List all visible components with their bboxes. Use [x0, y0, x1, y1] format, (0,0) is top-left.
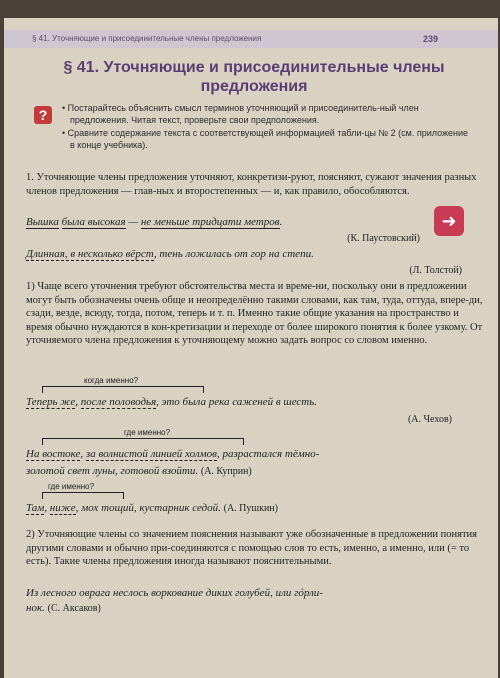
- running-header-title: § 41. Уточняющие и присоединительные члены предложения: [32, 34, 262, 43]
- ex6-end: нок.: [26, 602, 45, 614]
- section-title: § 41. Уточняющие и присоединительные члены предложения: [63, 59, 445, 95]
- textbook-page: [4, 18, 498, 678]
- ex6-source: (С. Аксаков): [47, 603, 101, 614]
- ex2-rest: , тень ложилась от гор на степи.: [153, 248, 314, 260]
- ex4-rest: , разрастался тёмно-: [216, 448, 320, 460]
- bracket-1: [42, 386, 204, 393]
- ex1-end: .: [279, 216, 283, 228]
- example-2: [26, 248, 314, 260]
- page-number: 239: [422, 34, 438, 44]
- ex2-source: (Л. Толстой): [409, 265, 462, 276]
- ex4-word: На востоке: [26, 448, 81, 460]
- ex5-comma: ,: [44, 502, 50, 514]
- ex1-predicate: была высокая: [61, 216, 126, 228]
- question-where-2: где именно?: [48, 482, 95, 491]
- ex5-rest: , мох тощий, кустарник седой.: [75, 502, 221, 514]
- ex4-comma: ,: [80, 448, 86, 460]
- ex1-subject: Вышка: [26, 216, 59, 228]
- paragraph-3: 2) Уточняющие члены со значением пояснения называют уже обозначенные в предложении понятия другими словами и обычно при-соединяются с помощью слов то есть, именно, а именно, или (= то есть). Такие члены предложения иногда называют пояснительными.: [26, 529, 477, 567]
- ex4-source: (А. Куприн): [200, 466, 252, 477]
- ex5-word: Там: [26, 502, 45, 514]
- running-header: [4, 30, 498, 48]
- ex5-clarifier: ниже: [49, 502, 76, 514]
- ex1-source: (К. Паустовский): [347, 233, 420, 244]
- example-1: [26, 216, 282, 228]
- questions-list: [62, 102, 472, 152]
- question-when: когда именно?: [84, 376, 139, 385]
- example-3: [26, 396, 317, 408]
- ex4-clarifier: за волнистой линией холмов: [85, 448, 217, 460]
- question-2: • Сравните содержание текста с соответствующей информацией табли-цы № 2 (см. приложение в конце учебника).: [62, 127, 472, 151]
- ex1-clarifier: не меньше тридцати метров: [140, 216, 280, 228]
- example-5: [26, 502, 278, 514]
- bracket-3: [42, 492, 124, 499]
- ex6-text: Из лесного оврага неслось воркование диких голубей, или гόрли-: [26, 587, 323, 599]
- ex3-clarifier: после половодья: [80, 396, 157, 408]
- ex3-comma: ,: [75, 396, 81, 408]
- ex5-source: (А. Пушкин): [223, 503, 278, 514]
- example-6: [26, 586, 486, 616]
- ex3-word: Теперь же: [26, 396, 76, 408]
- question-where-1: где именно?: [124, 428, 171, 437]
- ex3-source: (А. Чехов): [407, 414, 452, 425]
- ex4-cont: золотой свет луны, готовой взойти.: [26, 465, 199, 477]
- example-4: [26, 448, 319, 460]
- example-4-line-2: [26, 465, 252, 477]
- question-1: • Постарайтесь объяснить смысл терминов уточняющий и присоединитель-ный член предложения. Читая текст, проверьте свои предположения.: [62, 102, 472, 126]
- ex2-clarifier: Длинная, в несколько вёрст: [26, 248, 154, 260]
- paragraph-1: 1. Уточняющие члены предложения уточняют, конкретизи-руют, поясняют, сужают значения разных членов предложения — глав-ных и второстепенных — и, как правило, обособляются.: [26, 172, 477, 197]
- question-icon: ?: [34, 106, 52, 124]
- bracket-2: [42, 438, 244, 445]
- ex3-rest: , это была река саженей в шесть.: [156, 396, 318, 408]
- arrow-icon: ➜: [434, 206, 464, 236]
- paragraph-2: 1) Чаще всего уточнения требуют обстоятельства места и време-ни, поскольку они в предложении могут быть обозначены очень обще и неопределённо такими словами, как там, туда, оттуда, впере-ди, сзади, везде, всюду, тогда, потом, теперь и т. п. Именно такие общие указания на пространство и время обычно нуждаются в кон-кретизации и переходе от более широкого понятия к более узкому. От уточняемого члена предложения к уточняющему можно задать вопрос со словом именно.: [26, 281, 483, 347]
- ex1-dash: —: [128, 216, 141, 228]
